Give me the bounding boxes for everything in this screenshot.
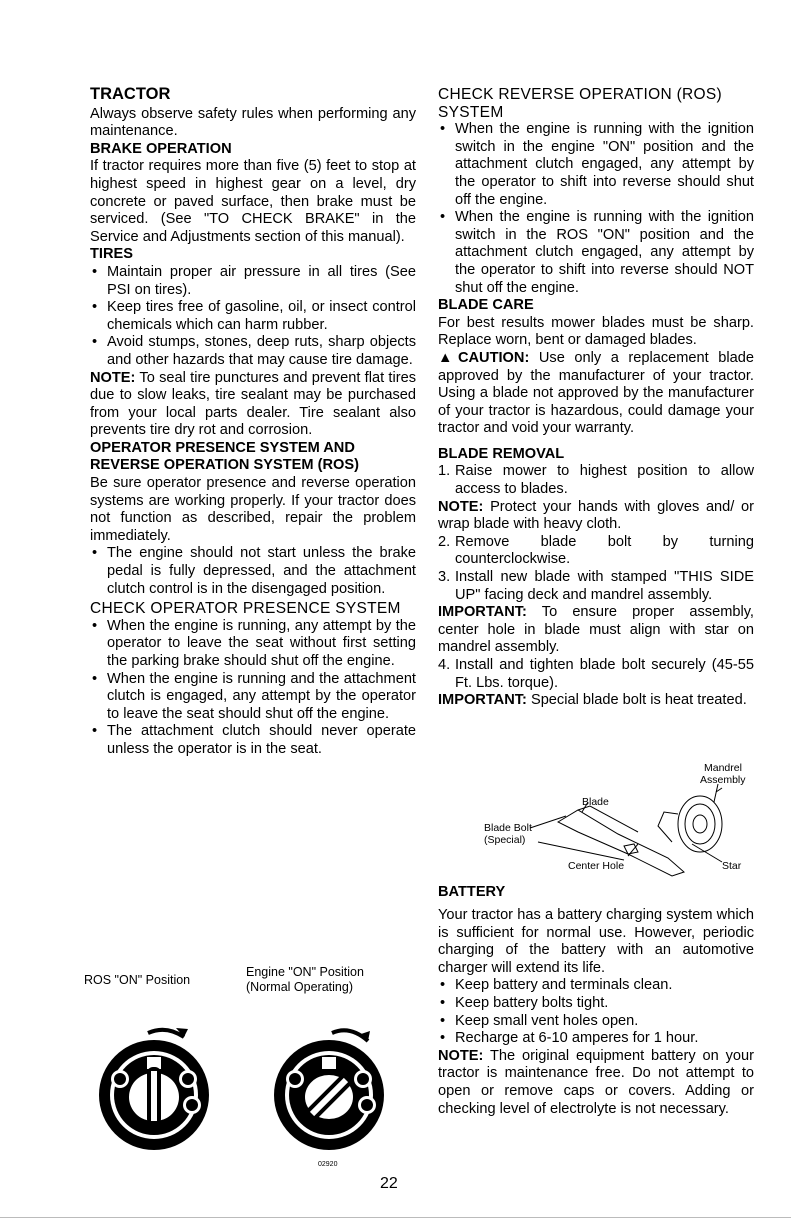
blade-assembly-figure xyxy=(478,762,748,880)
important-label: IMPORTANT: xyxy=(438,692,527,709)
list-item: • When the engine is running with the ignition switch in the engine "ON" position and the attachment clutch engaged, any attempt by the operator to shift into reverse should shut off the engine. xyxy=(438,121,754,209)
list-item: • The engine should not start unless the brake pedal is fully depressed, and the attachment clutch control is in the disengaged position. xyxy=(90,545,416,598)
blade-care-heading: BLADE CARE xyxy=(438,297,534,314)
important-text: Special blade bolt is heat treated. xyxy=(526,692,747,709)
ros-switch-icon xyxy=(99,1028,209,1150)
battery-section xyxy=(438,907,754,1118)
left-column xyxy=(90,86,416,759)
important-paragraph-2 xyxy=(438,692,754,710)
brake-operation-heading: BRAKE OPERATION xyxy=(90,140,232,157)
caution-text: Use only a replacement blade approved by the manufacturer of your tractor. Using a blade not approved by the manufacturer of your tractor is hazardous, could damage your tractor and void your warranty. xyxy=(438,349,754,437)
battery-list xyxy=(438,977,754,1047)
right-column xyxy=(438,86,754,710)
list-item: 4. Install and tighten blade bolt securely (45-55 Ft. Lbs. torque). xyxy=(438,657,754,691)
list-item: • Recharge at 6-10 amperes for 1 hour. xyxy=(438,1030,754,1048)
ros-list xyxy=(438,121,754,297)
operator-presence-text: Be sure operator presence and reverse operation systems are working properly. If your tractor does not function as described, repair the problem immediately. xyxy=(90,475,416,544)
mandrel-label: Mandrel xyxy=(704,762,742,774)
operator-presence-list xyxy=(90,545,416,598)
battery-heading: BATTERY xyxy=(438,884,506,900)
caution-label: CAUTION: xyxy=(457,349,530,366)
bottom-divider xyxy=(0,1217,791,1218)
tires-heading: TIRES xyxy=(90,246,133,263)
list-item: • Keep tires free of gasoline, oil, or insect control chemicals which can harm rubber. xyxy=(90,299,416,334)
brake-operation-text: If tractor requires more than five (5) feet to stop at highest speed in highest gear on a level, dry concrete or paved surface, then brake must be serviced. (See "TO CHECK BRAKE" in the Service and Adjustments section of this manual). xyxy=(90,158,416,245)
note-text: The original equipment battery on your tractor is maintenance free. Do not attempt to open or remove caps or covers. Adding or checking level of electrolyte is not necessary. xyxy=(438,1047,754,1117)
note-label: NOTE: xyxy=(438,498,484,515)
list-item: 1. Raise mower to highest position to allow access to blades. xyxy=(438,463,754,498)
blade-drawing xyxy=(478,762,748,880)
list-item: • Keep battery bolts tight. xyxy=(438,995,754,1013)
list-item: • The attachment clutch should never operate unless the operator is in the seat. xyxy=(90,723,416,758)
tractor-heading: TRACTOR xyxy=(90,85,171,103)
step-text: Remove blade bolt by turning counterclockwise. xyxy=(455,533,754,568)
blade-removal-steps-a xyxy=(438,463,754,498)
special-label: (Special) xyxy=(484,834,526,846)
star-label: Star xyxy=(722,860,742,872)
warning-triangle-icon: ▲ xyxy=(438,349,458,366)
step-text: Install new blade with stamped "THIS SIDE UP" facing deck and mandrel assembly. xyxy=(455,569,754,603)
list-item: • Keep small vent holes open. xyxy=(438,1013,754,1031)
battery-text: Your tractor has a battery charging system which is sufficient for normal use. However, periodic charging of the battery with an automotive charger will extend its life. xyxy=(438,907,754,976)
list-item: • Avoid stumps, stones, deep ruts, sharp objects and other hazards that may cause tire damage. xyxy=(90,334,416,369)
note-text: To seal tire punctures and prevent flat tires due to slow leaks, tire sealant may be purchased from your local parts dealer. Tire sealant also prevents tire dry rot and corrosion. xyxy=(90,369,416,439)
battery-note xyxy=(438,1048,754,1118)
ros-on-caption: ROS "ON" Position xyxy=(84,973,191,987)
step-text: Install and tighten blade bolt securely (45-55 Ft. Lbs. torque). xyxy=(455,657,754,691)
list-item: • Keep battery and terminals clean. xyxy=(438,977,754,995)
note-text: Protect your hands with gloves and/ or wrap blade with heavy cloth. xyxy=(438,498,754,533)
tires-note xyxy=(90,370,416,440)
switch-drawings xyxy=(84,955,414,1185)
important-label: IMPORTANT: xyxy=(438,604,527,621)
blade-bolt-label: Blade Bolt xyxy=(484,822,532,834)
list-item: • When the engine is running, any attempt by the operator to leave the seat without first setting the parking brake should shut off the engine. xyxy=(90,618,416,671)
ignition-switch-figure xyxy=(84,955,414,1185)
step-text: Raise mower to highest position to allow access to blades. xyxy=(455,463,754,498)
center-hole-label: Center Hole xyxy=(568,860,625,872)
check-ros-heading: CHECK REVERSE OPERATION (ROS) SYSTEM xyxy=(438,86,723,121)
important-text: To ensure proper assembly, center hole in blade must align with star on mandrel assembly. xyxy=(438,604,754,656)
caution-paragraph xyxy=(438,350,754,438)
note-label: NOTE: xyxy=(438,1047,484,1064)
blade-note xyxy=(438,499,754,534)
operator-presence-heading: OPERATOR PRESENCE SYSTEM AND REVERSE OPERATION SYSTEM (ROS) xyxy=(90,439,359,474)
blade-removal-steps-c xyxy=(438,657,754,692)
assembly-label: Assembly xyxy=(700,774,746,786)
blade-care-text: For best results mower blades must be sharp. Replace worn, bent or damaged blades. xyxy=(438,314,754,349)
list-item: • When the engine is running and the attachment clutch is engaged, any attempt by the operator to leave the seat should shut off the engine. xyxy=(90,671,416,724)
engine-switch-icon xyxy=(274,1030,384,1168)
list-item: • Maintain proper air pressure in all tires (See PSI on tires). xyxy=(90,264,416,299)
page-number: 22 xyxy=(380,1175,398,1192)
check-operator-presence-list xyxy=(90,618,416,759)
blade-label: Blade xyxy=(582,796,609,808)
note-label: NOTE: xyxy=(90,369,136,386)
tractor-intro: Always observe safety rules when performing any maintenance. xyxy=(90,105,416,140)
list-item: 2. Remove blade bolt by turning counterclockwise. xyxy=(438,533,754,568)
figure-code: 02920 xyxy=(318,1161,338,1168)
normal-operating-caption: (Normal Operating) xyxy=(246,980,353,994)
blade-removal-steps-b xyxy=(438,534,754,604)
engine-on-caption: Engine "ON" Position xyxy=(246,965,364,979)
blade-removal-heading: BLADE REMOVAL xyxy=(438,445,565,462)
list-item: 3. Install new blade with stamped "THIS SIDE UP" facing deck and mandrel assembly. xyxy=(438,569,754,603)
check-operator-presence-heading: CHECK OPERATOR PRESENCE SYSTEM xyxy=(90,600,401,618)
tires-list xyxy=(90,264,416,370)
list-item: • When the engine is running with the ignition switch in the ROS "ON" position and the attachment clutch engaged, any attempt by the operator to shift into reverse should NOT shut off the engine. xyxy=(438,209,754,297)
important-paragraph-1 xyxy=(438,604,754,657)
